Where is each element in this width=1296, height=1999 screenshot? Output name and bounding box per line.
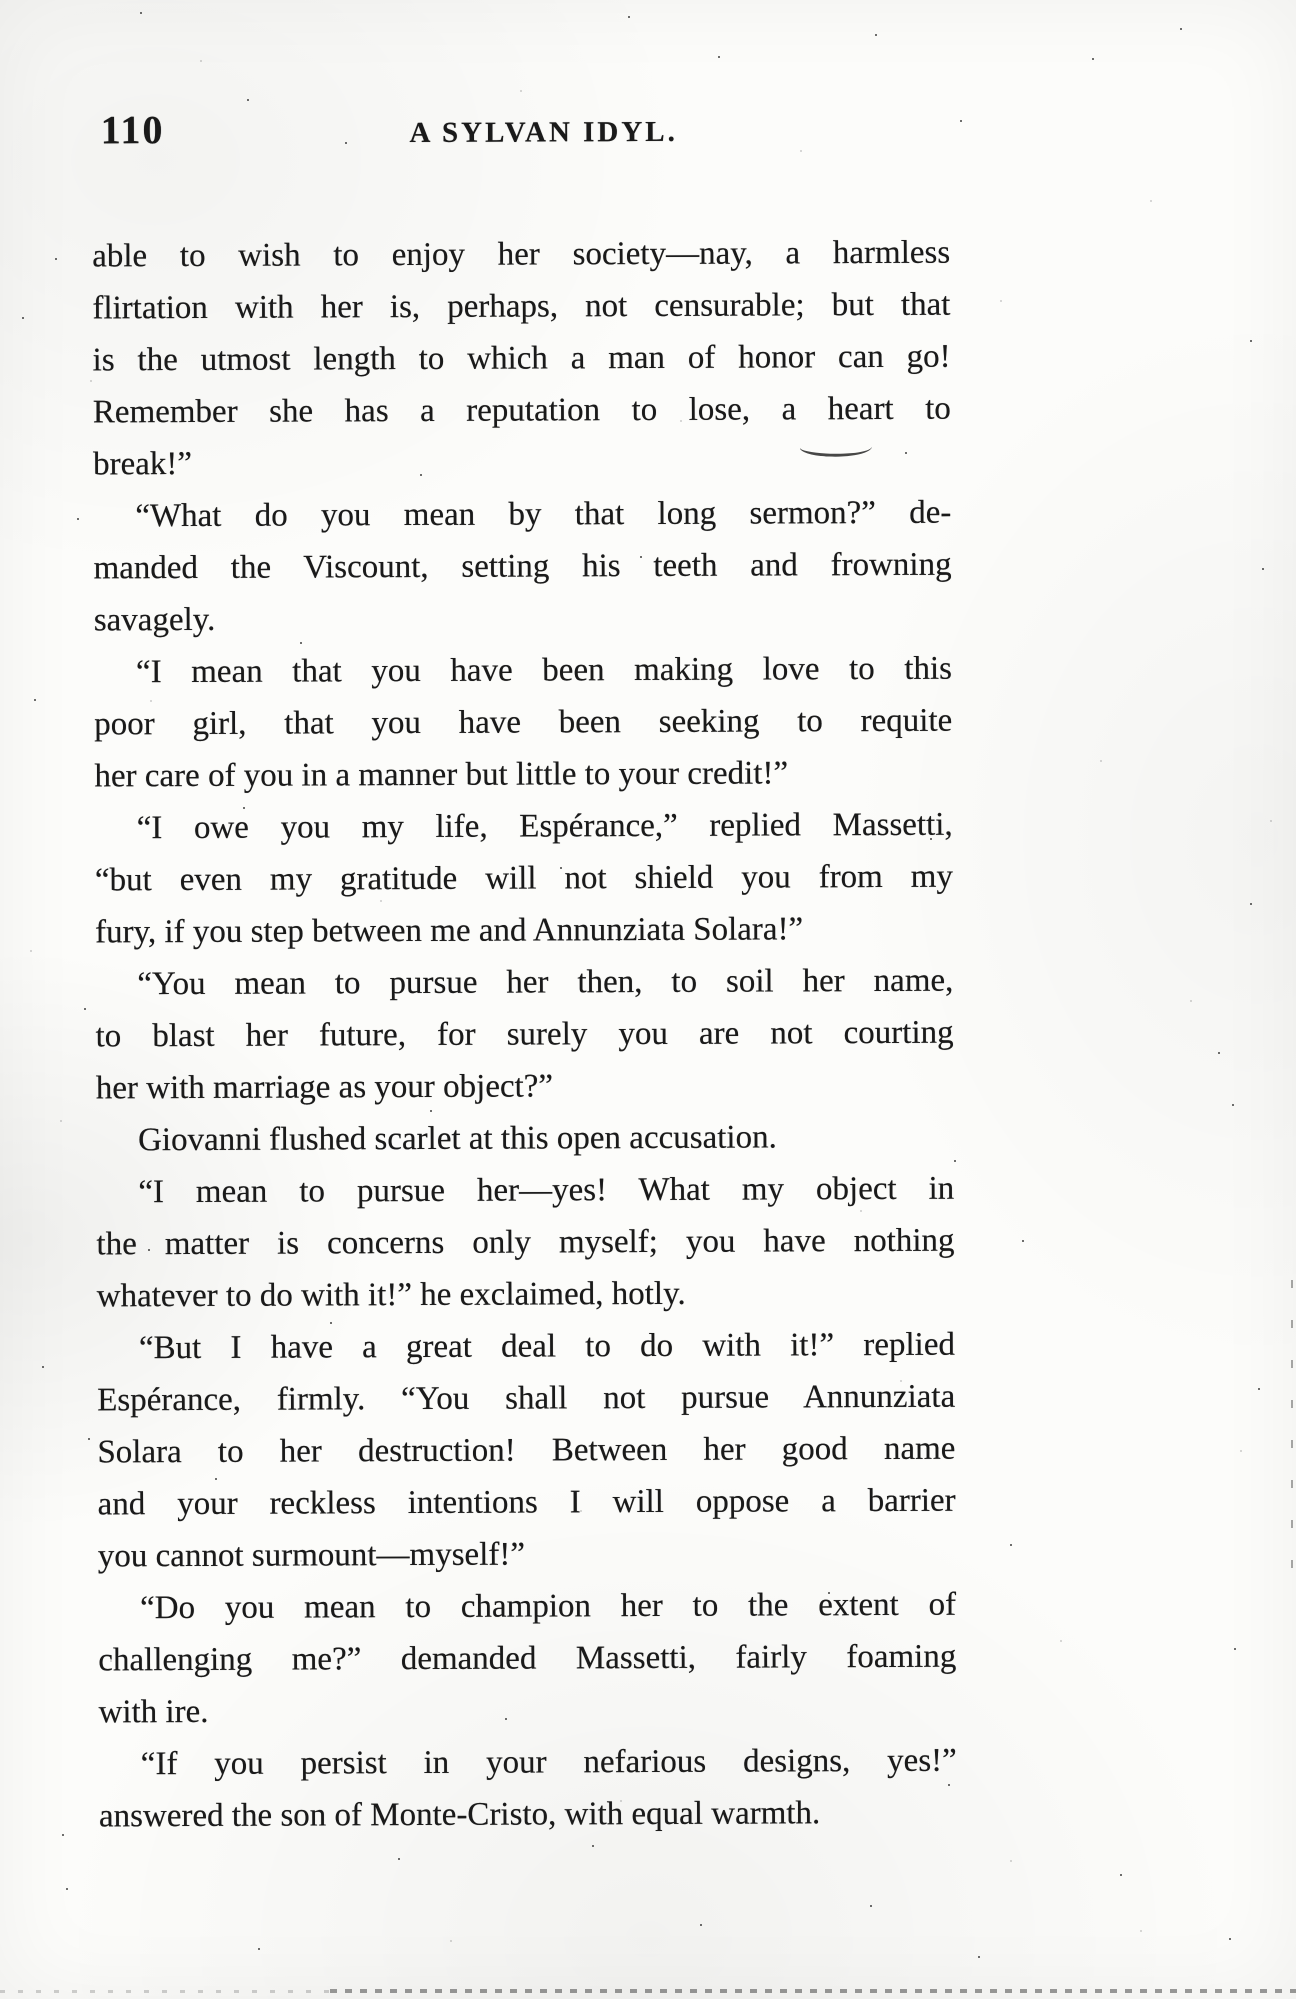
scan-right-edge bbox=[1291, 1280, 1293, 1580]
page-header bbox=[0, 0, 1292, 153]
text-line: Giovanni flushed scarlet at this open accusation. bbox=[137, 1119, 777, 1159]
text-line: her care of you in a manner but little to your credit!” bbox=[94, 755, 789, 795]
paragraph bbox=[96, 1163, 955, 1323]
text-line: “I mean that you have been making love to this bbox=[135, 650, 953, 691]
text-line: and your reckless intentions I will oppose a barrier bbox=[97, 1482, 956, 1523]
text-line: Remember she has a reputation to lose, a heart to bbox=[92, 390, 951, 431]
paragraph bbox=[99, 1735, 957, 1843]
text-line: the matter is concerns only myself; you have nothing bbox=[96, 1222, 955, 1263]
paragraph bbox=[95, 799, 954, 959]
text-line: to blast her future, for surely you are not courting bbox=[95, 1014, 954, 1055]
text-line: you cannot surmount—myself!” bbox=[97, 1536, 526, 1575]
text-line: challenging me?” demanded Massetti, fairly foaming bbox=[98, 1638, 957, 1679]
text-line: Solara to her destruction! Between her good name bbox=[97, 1430, 956, 1471]
text-line: answered the son of Monte-Cristo, with equal warmth. bbox=[98, 1795, 821, 1835]
paragraph bbox=[94, 643, 953, 803]
text-line: able to wish to enjoy her society—nay, a harmless bbox=[92, 234, 951, 275]
page-body bbox=[92, 227, 957, 1843]
text-line: fury, if you step between me and Annunziata Solara!” bbox=[95, 911, 804, 951]
text-line: “If you persist in your nefarious designs, yes!” bbox=[140, 1742, 957, 1783]
scan-bottom-edge-light bbox=[0, 1990, 330, 1993]
text-line: flirtation with her is, perhaps, not censurable; but that bbox=[92, 286, 951, 327]
paragraph bbox=[96, 1111, 954, 1167]
page-number: 110 bbox=[100, 107, 165, 153]
text-line: her with marriage as your object?” bbox=[95, 1068, 554, 1107]
scan-noise-light bbox=[0, 0, 2, 2]
running-title: A SYLVAN IDYL. bbox=[409, 115, 678, 150]
paragraph bbox=[97, 1319, 956, 1583]
text-line: break!” bbox=[93, 445, 193, 483]
paragraph bbox=[93, 487, 952, 647]
text-line: “I owe you my life, Espérance,” replied Massetti, bbox=[136, 806, 953, 847]
paragraph bbox=[95, 955, 954, 1115]
text-line: with ire. bbox=[98, 1693, 209, 1731]
text-line: “What do you mean by that long sermon?” de- bbox=[135, 494, 952, 535]
text-line: whatever to do with it!” he exclaimed, hotly. bbox=[96, 1275, 686, 1315]
text-line: “I mean to pursue her—yes! What my object in bbox=[138, 1170, 955, 1211]
paragraph bbox=[98, 1579, 957, 1739]
text-line: “But I have a great deal to do with it!” replied bbox=[138, 1326, 956, 1367]
text-line: “You mean to pursue her then, to soil her name, bbox=[137, 962, 954, 1003]
text-line: is the utmost length to which a man of honor can go! bbox=[92, 338, 951, 379]
text-line: “but even my gratitude will not shield you from my bbox=[94, 858, 953, 899]
text-line: manded the Viscount, setting his teeth and frowning bbox=[93, 546, 952, 587]
text-line: “Do you mean to champion her to the extent of bbox=[140, 1586, 957, 1627]
text-line: poor girl, that you have been seeking to requite bbox=[94, 702, 953, 743]
text-line: savagely. bbox=[93, 601, 216, 639]
scan-bottom-edge bbox=[330, 1989, 1296, 1993]
text-line: Espérance, firmly. “You shall not pursue Annunziata bbox=[97, 1378, 956, 1419]
